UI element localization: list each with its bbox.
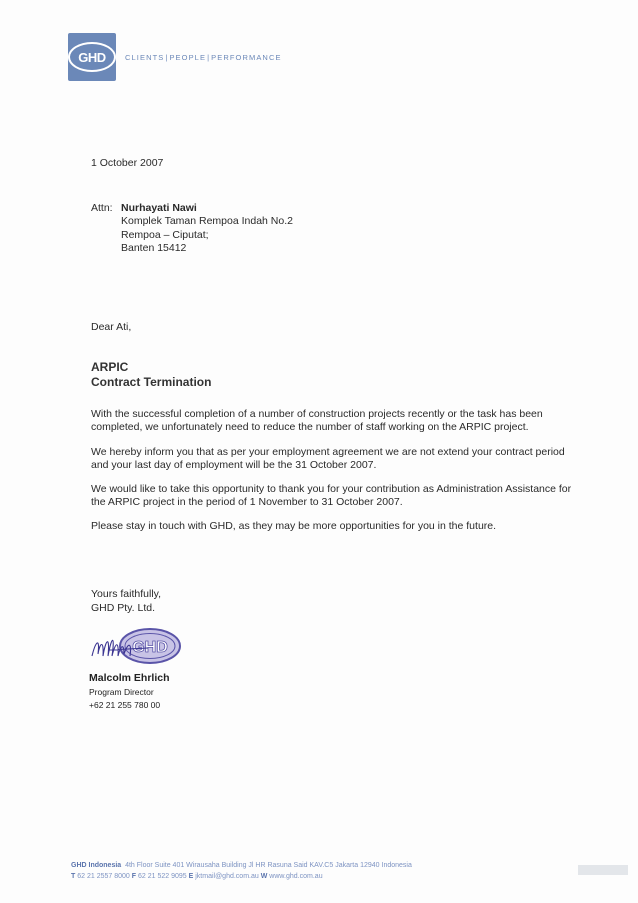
paragraph-3-line-1: We would like to take this opportunity to thank you for your contribution as Administration Assistance for — [91, 483, 572, 495]
ghd-logo — [68, 33, 116, 81]
company-name: GHD Pty. Ltd. — [91, 602, 155, 614]
salutation: Dear Ati, — [91, 321, 132, 333]
signer-phone: +62 21 255 780 00 — [89, 700, 161, 710]
paragraph-2 — [91, 446, 601, 472]
signer-title: Program Director — [89, 687, 154, 697]
subject-line-1: ARPIC — [91, 360, 129, 374]
attn-label: Attn: — [91, 202, 113, 214]
stamp-text: GHD — [132, 639, 168, 656]
signature-stamp-graphic — [88, 620, 188, 672]
paragraph-4: Please stay in touch with GHD, as they may be more opportunities for you in the future. — [91, 520, 497, 532]
paragraph-1-line-2: completed, we unfortunately need to reduce the number of staff working on the ARPIC project. — [91, 421, 529, 433]
footer-website: www.ghd.com.au — [269, 873, 323, 880]
footer-phone-label: T — [71, 873, 76, 880]
footer-address-line — [71, 862, 412, 869]
paragraph-2-line-2: and your last day of employment will be the 31 October 2007. — [91, 459, 377, 471]
paragraph-1 — [91, 408, 601, 434]
tagline-people: PEOPLE — [169, 53, 207, 62]
footer-decorative-bar — [578, 865, 628, 875]
paragraph-2-line-1: We hereby inform you that as per your employment agreement we are not extend your contract period — [91, 446, 565, 458]
footer-address: 4th Floor Suite 401 Wirausaha Building Jl HR Rasuna Said KAV.C5 Jakarta 12940 Indonesia — [125, 862, 412, 869]
footer-email-label: E — [188, 873, 194, 880]
ghd-logo-text: GHD — [68, 42, 116, 72]
subject-line-2: Contract Termination — [91, 375, 212, 389]
tagline-clients: CLIENTS — [125, 53, 165, 62]
closing: Yours faithfully, — [91, 588, 162, 600]
letter-date: 1 October 2007 — [91, 157, 164, 169]
recipient-name: Nurhayati Nawi — [121, 202, 197, 214]
address-line-3: Banten 15412 — [121, 242, 187, 254]
footer-fax: 62 21 522 9095 — [137, 873, 187, 880]
paragraph-3-line-2: the ARPIC project in the period of 1 November to 31 October 2007. — [91, 496, 403, 508]
footer-email: jktmail@ghd.com.au — [195, 873, 259, 880]
footer-web-label: W — [260, 873, 268, 880]
signer-name: Malcolm Ehrlich — [89, 672, 170, 684]
paragraph-1-line-1: With the successful completion of a number of construction projects recently or the task has been — [91, 408, 543, 420]
footer-company: GHD Indonesia — [71, 862, 122, 869]
address-line-1: Komplek Taman Rempoa Indah No.2 — [121, 215, 293, 227]
paragraph-3 — [91, 483, 601, 509]
footer-fax-label: F — [131, 873, 137, 880]
tagline-performance: PERFORMANCE — [211, 53, 282, 62]
footer-phone: 62 21 2557 8000 — [77, 873, 130, 880]
footer-contact-line — [71, 873, 323, 880]
header-tagline: CLIENTS|PEOPLE|PERFORMANCE — [125, 53, 282, 62]
address-line-2: Rempoa – Ciputat; — [121, 229, 209, 241]
